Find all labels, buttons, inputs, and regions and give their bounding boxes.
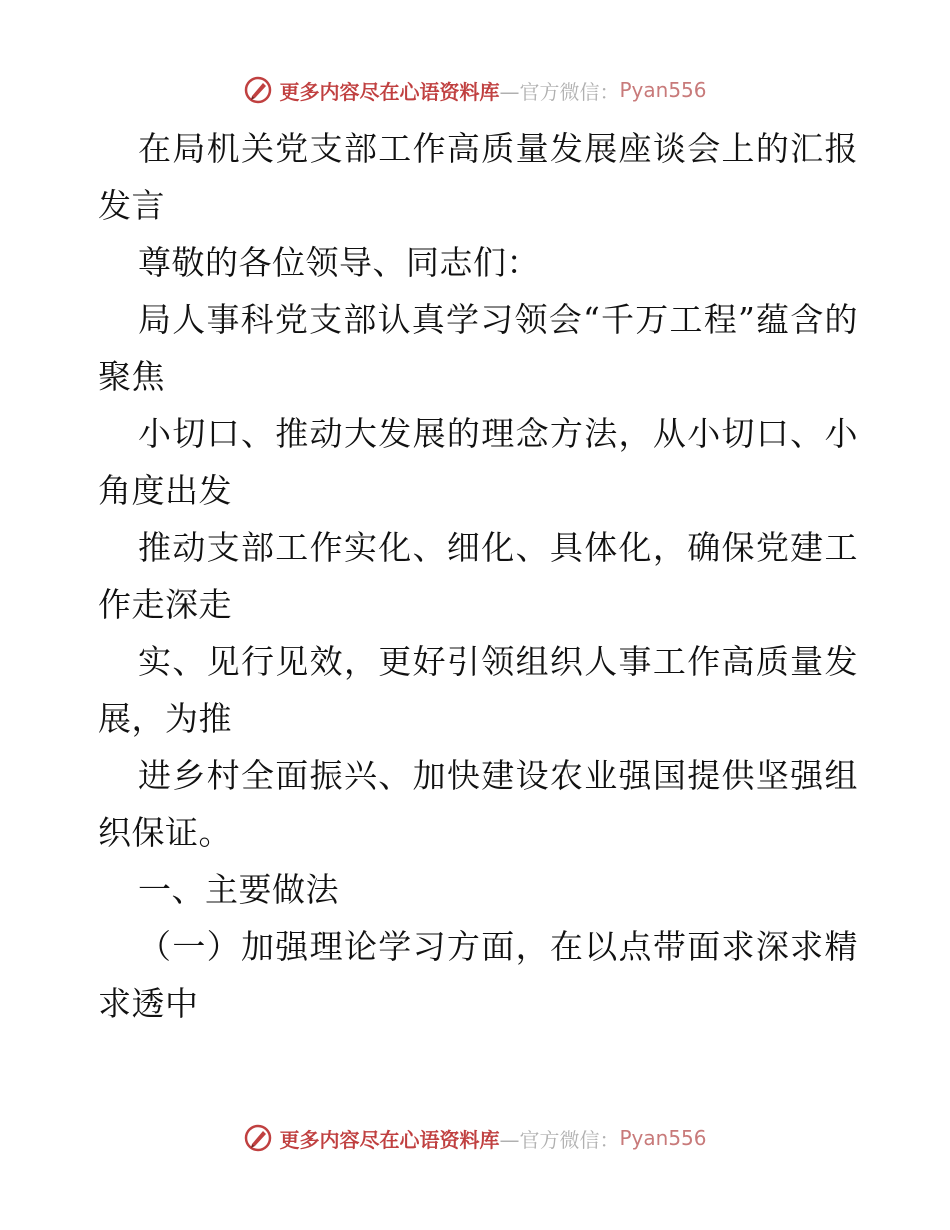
watermark-id-text: Pyan556 bbox=[619, 1126, 707, 1150]
watermark-id-text: Pyan556 bbox=[619, 78, 707, 102]
footer-watermark bbox=[0, 1118, 950, 1158]
section-heading: 一、主要做法 bbox=[138, 870, 339, 909]
salutation: 尊敬的各位领导、同志们： bbox=[138, 243, 540, 282]
subsection-heading: （一）加强理论学习方面，在以点带面求深求精求透中 bbox=[98, 927, 858, 1023]
body-paragraph: 进乡村全面振兴、加快建设农业强国提供坚强组织保证。 bbox=[98, 756, 858, 852]
pen-logo-icon bbox=[243, 75, 273, 105]
watermark-sub-text: —官方微信： bbox=[499, 1127, 620, 1152]
header-watermark bbox=[0, 70, 950, 110]
pen-logo-icon bbox=[243, 1123, 273, 1153]
body-paragraph: 局人事科党支部认真学习领会“千万工程”蕴含的聚焦 bbox=[98, 300, 858, 396]
body-paragraph: 实、见行见效，更好引领组织人事工作高质量发展，为推 bbox=[98, 642, 858, 738]
watermark-main-text: 更多内容尽在心语资料库 bbox=[279, 79, 500, 104]
body-paragraph: 推动支部工作实化、细化、具体化，确保党建工作走深走 bbox=[98, 528, 858, 624]
watermark-main-text: 更多内容尽在心语资料库 bbox=[279, 1127, 500, 1152]
document-title: 在局机关党支部工作高质量发展座谈会上的汇报发言 bbox=[98, 129, 858, 225]
body-paragraph: 小切口、推动大发展的理念方法，从小切口、小角度出发 bbox=[98, 414, 858, 510]
watermark-sub-text: —官方微信： bbox=[499, 79, 620, 104]
document-body bbox=[98, 120, 858, 1032]
